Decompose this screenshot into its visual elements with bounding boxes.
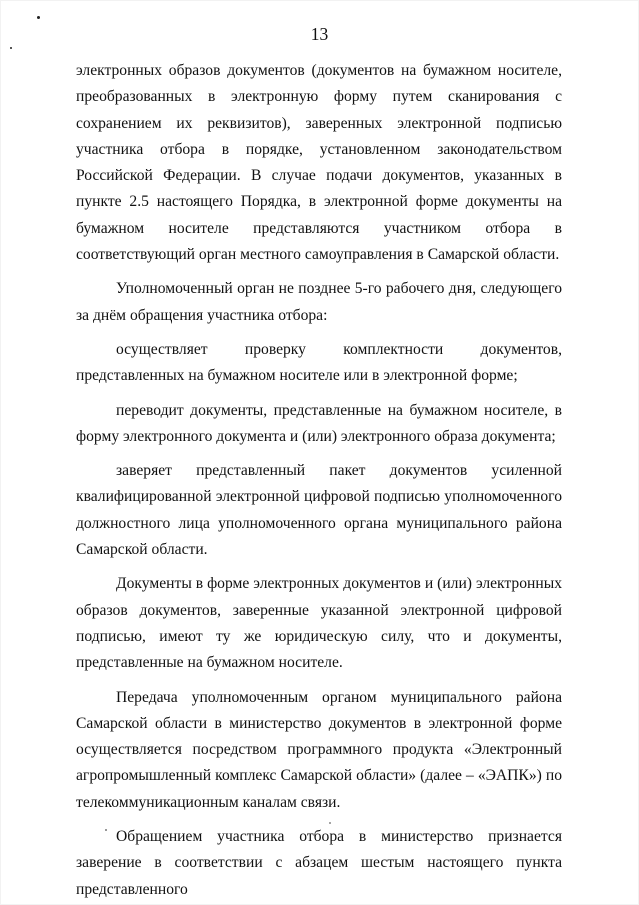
paragraph: осуществляет проверку комплектности документов, представленных на бумажном носителе или в электронной форме; [76, 340, 562, 385]
paragraph: Документы в форме электронных документов и (или) электронных образов документов, заверенные указанной электронной цифровой подписью, имеют ту же юридическую силу, что и документы, представленные на бумажном носителе. [76, 575, 562, 672]
scan-speck [10, 47, 12, 49]
paragraph: Обращением участника отбора в министерство признается заверение в соответствии с абзацем шестым настоящего пункта представленного [76, 828, 562, 898]
paragraph: Уполномоченный орган не позднее 5-го рабочего дня, следующего за днём обращения участника отбора: [76, 280, 562, 324]
paragraph: переводит документы, представленные на бумажном носителе, в форму электронного документа и (или) электронного образа документа; [76, 401, 562, 445]
paragraph: заверяет представленный пакет документов усиленной квалифицированной электронной цифровой подписью уполномоченного должностного лица уполномоченного органа муниципального района Самарской области. [76, 462, 562, 559]
paragraph: Передача уполномоченным органом муниципального района Самарской области в министерство документов в электронной форме осуществляется посредством программного продукта «Электронный агропромышленный комплекс Самарской области» (далее – «ЭАПК») по телекоммуникационным каналам связи. [76, 688, 562, 811]
document-body [76, 58, 562, 903]
paragraph-continuation: электронных образов документов (документов на бумажном носителе, преобразованных в электронную форму путем сканирования с сохранением их реквизитов), заверенных электронной подписью участника отбора в порядке, установленном законодательством Российской Федерации. В случае подачи документов, указанных в пункте 2.5 настоящего Порядка, в электронной форме документы на бумажном носителе представляются участником отбора в соответствующий орган местного самоуправления в Самарской области. [76, 62, 562, 264]
page-number: 13 [310, 24, 329, 44]
scan-speck [37, 16, 40, 19]
